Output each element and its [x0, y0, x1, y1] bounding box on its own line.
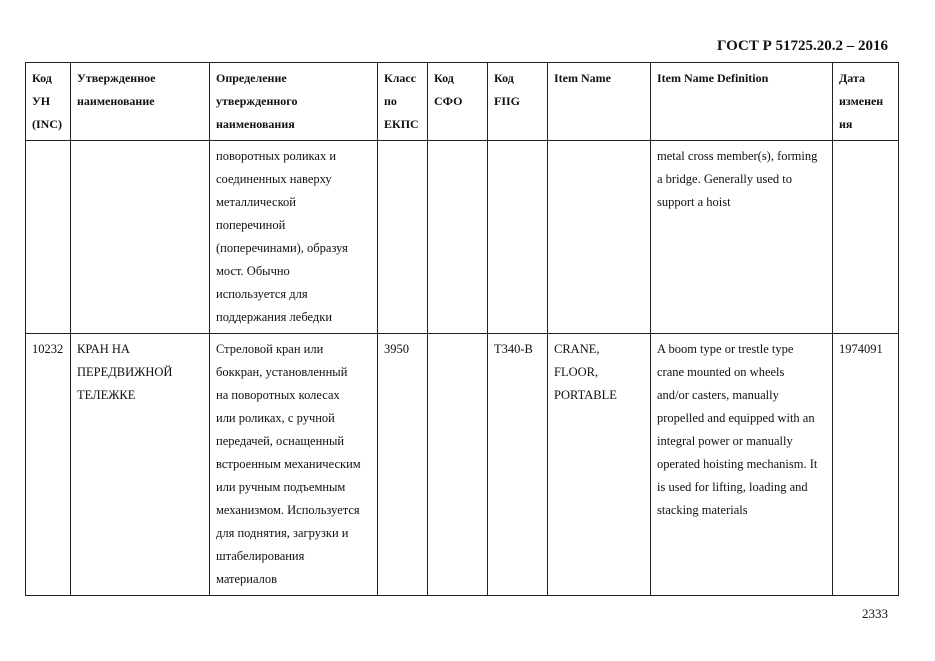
cell-ekps-class: [378, 141, 428, 334]
header-item-name: Item Name: [548, 63, 651, 141]
table-header-row: [26, 63, 899, 141]
header-sfo-code: Код СФО: [428, 63, 488, 141]
cell-sfo-code: [428, 141, 488, 334]
table-row: [26, 334, 899, 596]
header-approved-name: Утвержденное наименование: [71, 63, 210, 141]
cell-inc: [26, 141, 71, 334]
cell-definition: Стреловой кран или боккран, установленный на поворотных колесах или роликах, с ручной передачей, оснащенный встроенным механическим или ручным подъемным механизмом. Используется для поднятия, загрузки и штабелирования материалов: [210, 334, 378, 596]
page-number: 2333: [862, 606, 888, 621]
cell-change-date: 1974091: [833, 334, 899, 596]
header-item-name-definition: Item Name Definition: [651, 63, 833, 141]
cell-item-name-definition: A boom type or trestle type crane mounted on wheels and/or casters, manually propelled and equipped with an integral power or manually operated hoisting mechanism. It is used for lifting, loading and stacking materials: [651, 334, 833, 596]
cell-definition: поворотных роликах и соединенных наверху металлической поперечиной (поперечинами), образуя мост. Обычно используется для поддержания лебедки: [210, 141, 378, 334]
cell-item-name-definition: metal cross member(s), forming a bridge. Generally used to support a hoist: [651, 141, 833, 334]
cell-sfo-code: [428, 334, 488, 596]
cell-fiig-code: [488, 141, 548, 334]
header-change-date: Дата изменен ия: [833, 63, 899, 141]
header-ekps-class: Класс по ЕКПС: [378, 63, 428, 141]
document-standard-title: ГОСТ Р 51725.20.2 – 2016: [716, 38, 888, 54]
cell-approved-name: [71, 141, 210, 334]
cell-ekps-class: 3950: [378, 334, 428, 596]
cell-inc: 10232: [26, 334, 71, 596]
header-definition: Определение утвержденного наименования: [210, 63, 378, 141]
cell-change-date: [833, 141, 899, 334]
cell-fiig-code: T340-B: [488, 334, 548, 596]
cell-approved-name: КРАН НА ПЕРЕДВИЖНОЙ ТЕЛЕЖКЕ: [71, 334, 210, 596]
nomenclature-table: [25, 62, 899, 596]
header-fiig-code: Код FIIG: [488, 63, 548, 141]
cell-item-name: CRANE, FLOOR, PORTABLE: [548, 334, 651, 596]
table-row: [26, 141, 899, 334]
cell-item-name: [548, 141, 651, 334]
header-inc: Код УН (INC): [26, 63, 71, 141]
